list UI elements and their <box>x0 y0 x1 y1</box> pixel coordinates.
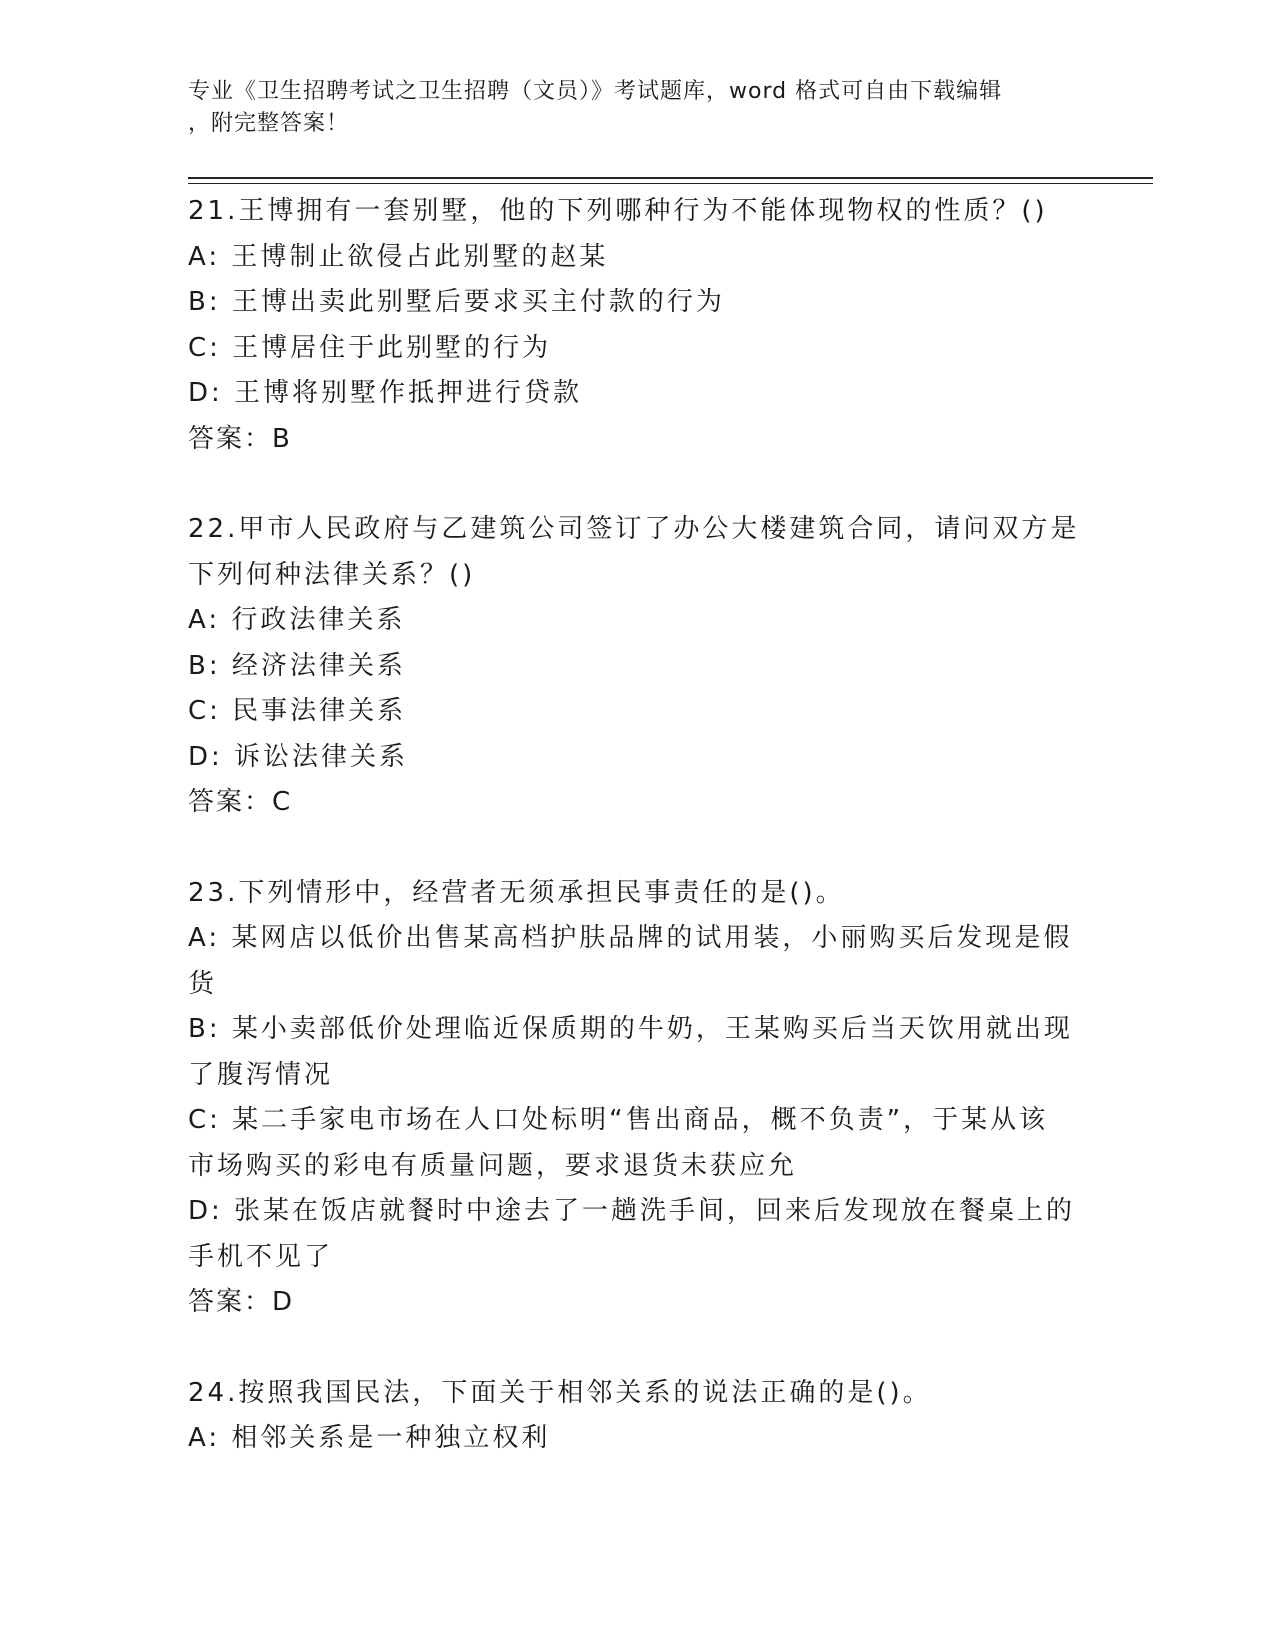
answer-line: 答案：B <box>188 423 292 454</box>
header-line-2: ，附完整答案！ <box>188 111 350 136</box>
question-stem: 21.王博拥有一套别墅，他的下列哪种行为不能体现物权的性质？() <box>188 196 1048 226</box>
answer-line: 答案：D <box>188 1287 295 1317</box>
option-text: D: 张某在饭店就餐时中途去了一趟洗手间，回来后发现放在餐桌上的 <box>188 1196 1076 1226</box>
option-text: 货 <box>188 968 218 999</box>
question-stem: 23.下列情形中，经营者无须承担民事责任的是()。 <box>188 877 845 908</box>
option-text: D: 诉讼法律关系 <box>188 741 409 772</box>
header-divider-thick <box>188 177 1153 179</box>
option-text: A: 行政法律关系 <box>188 605 406 635</box>
option-text: 市场购买的彩电有质量问题，要求退货未获应允 <box>188 1150 798 1181</box>
answer-line: 答案：C <box>188 787 293 817</box>
document-header <box>188 76 1068 140</box>
question-stem: 22.甲市人民政府与乙建筑公司签订了办公大楼建筑合同，请问双方是 <box>188 514 1080 544</box>
option-text: 了腹泻情况 <box>188 1059 334 1090</box>
question-block <box>188 507 1088 826</box>
question-block <box>188 1371 1088 1462</box>
option-text: 手机不见了 <box>188 1241 334 1272</box>
option-text: D: 王博将别墅作抵押进行贷款 <box>188 378 583 408</box>
option-text: C: 某二手家电市场在人口处标明“售出商品，概不负责”，于某从该 <box>188 1105 1049 1135</box>
header-line-1: 专业《卫生招聘考试之卫生招聘（文员）》考试题库，word 格式可自由下载编辑 <box>188 79 1003 104</box>
question-block <box>188 871 1088 1326</box>
option-text: B: 某小卖部低价处理临近保质期的牛奶，王某购买后当天饮用就出现 <box>188 1014 1073 1044</box>
option-text: A: 某网店以低价出售某高档护肤品牌的试用装，小丽购买后发现是假 <box>188 923 1073 953</box>
option-text: A: 王博制止欲侵占此别墅的赵某 <box>188 241 609 272</box>
option-text: C: 民事法律关系 <box>188 696 407 726</box>
question-list <box>188 189 1088 1462</box>
option-text: A: 相邻关系是一种独立权利 <box>188 1423 551 1453</box>
header-divider-thin <box>188 183 1153 184</box>
question-stem: 下列何种法律关系？() <box>188 559 476 590</box>
option-text: C: 王博居住于此别墅的行为 <box>188 332 552 363</box>
question-block <box>188 189 1088 462</box>
question-stem: 24.按照我国民法，下面关于相邻关系的说法正确的是()。 <box>188 1377 932 1408</box>
option-text: B: 王博出卖此别墅后要求买主付款的行为 <box>188 287 725 317</box>
option-text: B: 经济法律关系 <box>188 650 406 681</box>
